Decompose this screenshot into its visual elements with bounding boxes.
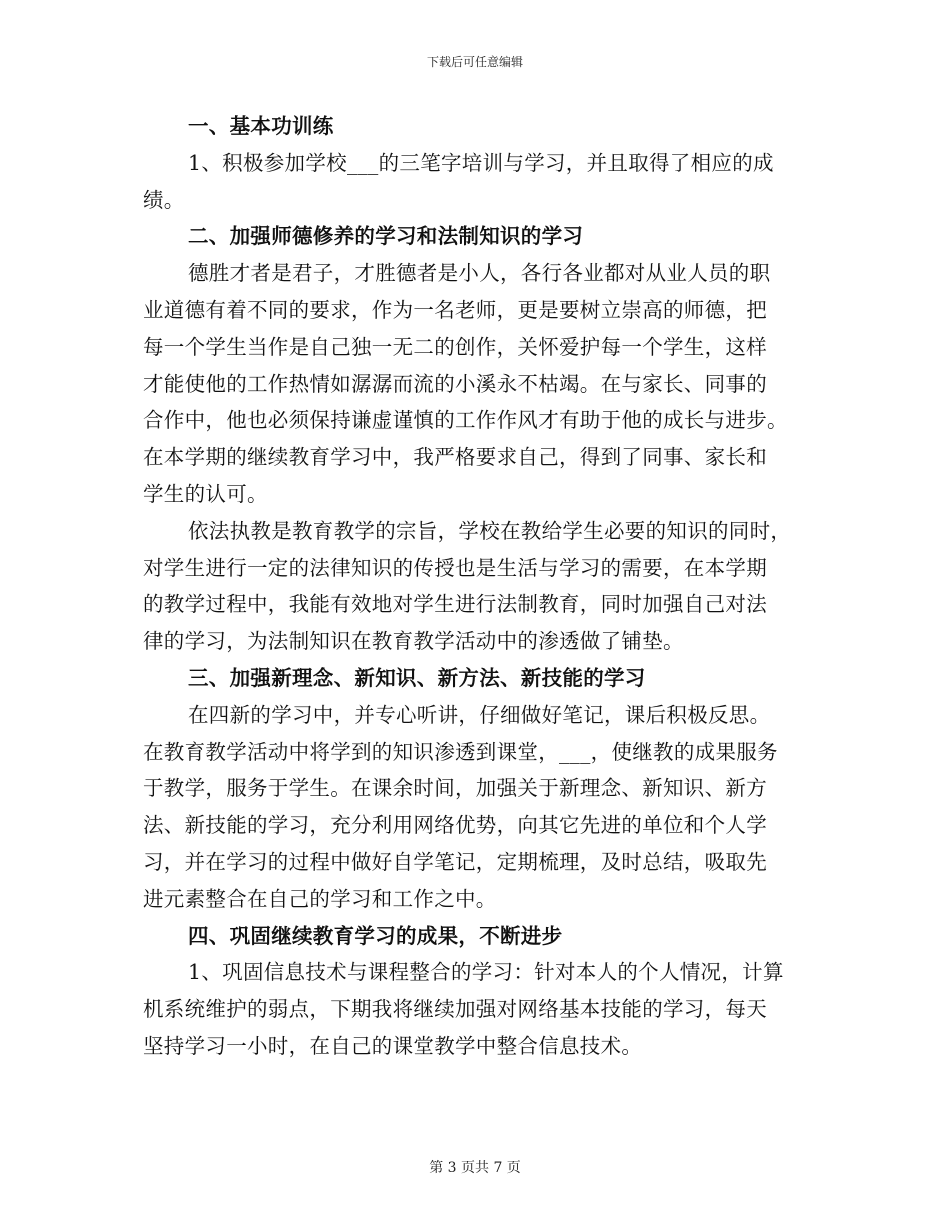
paragraph-line: 律的学习，为法制知识在教育教学活动中的渗透做了铺垫。 — [143, 629, 684, 654]
paragraph-line: 在教育教学活动中将学到的知识渗透到课堂，___，使继教的成果服务 — [143, 739, 778, 764]
paragraph-line: 每一个学生当作是自己独一无二的创作，关怀爱护每一个学生，这样 — [143, 334, 767, 359]
paragraph-line: 在本学期的继续教育学习中，我严格要求自己，得到了同事、家长和 — [143, 445, 767, 470]
paragraph-line: 的教学过程中，我能有效地对学生进行法制教育，同时加强自己对法 — [143, 592, 767, 617]
page-footer: 第 3 页共 7 页 — [429, 1160, 521, 1176]
section-heading: 四、巩固继续教育学习的成果，不断进步 — [188, 923, 563, 948]
section-heading: 三、加强新理念、新知识、新方法、新技能的学习 — [188, 665, 646, 690]
paragraph-line: 依法执教是教育教学的宗旨，学校在教给学生必要的知识的同时， — [188, 518, 792, 543]
paragraph-line: 在四新的学习中，并专心听讲，仔细做好笔记，课后积极反思。 — [188, 702, 771, 727]
paragraph-line: 于教学，服务于学生。在课余时间，加强关于新理念、新知识、新方 — [143, 776, 767, 801]
paragraph-line: 才能使他的工作热情如潺潺而流的小溪永不枯竭。在与家长、同事的 — [143, 371, 767, 396]
paragraph-line: 法、新技能的学习，充分利用网络优势，向其它先进的单位和个人学 — [143, 813, 767, 838]
paragraph-line: 绩。 — [143, 187, 185, 212]
paragraph-line: 对学生进行一定的法律知识的传授也是生活与学习的需要，在本学期 — [143, 555, 767, 580]
section-heading: 一、基本功训练 — [188, 114, 334, 138]
paragraph-line: 学生的认可。 — [143, 481, 268, 506]
paragraph-line: 进元素整合在自己的学习和工作之中。 — [143, 886, 497, 911]
paragraph-line: 习，并在学习的过程中做好自学笔记，定期梳理，及时总结，吸取先 — [143, 849, 767, 874]
paragraph-line: 德胜才者是君子，才胜德者是小人，各行各业都对从业人员的职 — [188, 261, 771, 286]
paragraph-line: 1、巩固信息技术与课程整合的学习：针对本人的个人情况，计算 — [188, 960, 784, 985]
paragraph-line: 业道德有着不同的要求，作为一名老师，更是要树立崇高的师德，把 — [143, 297, 767, 322]
document-body — [143, 108, 807, 1065]
page-header: 下载后可任意编辑 — [426, 55, 523, 69]
paragraph-line: 坚持学习一小时，在自己的课堂教学中整合信息技术。 — [143, 1033, 643, 1058]
paragraph-line: 机系统维护的弱点，下期我将继续加强对网络基本技能的学习，每天 — [143, 997, 767, 1022]
paragraph-line: 合作中，他也必须保持谦虚谨慎的工作作风才有助于他的成长与进步。 — [143, 408, 788, 433]
section-heading: 二、加强师德修养的学习和法制知识的学习 — [188, 224, 584, 249]
paragraph-line: 1、积极参加学校___的三笔字培训与学习，并且取得了相应的成 — [188, 150, 774, 175]
